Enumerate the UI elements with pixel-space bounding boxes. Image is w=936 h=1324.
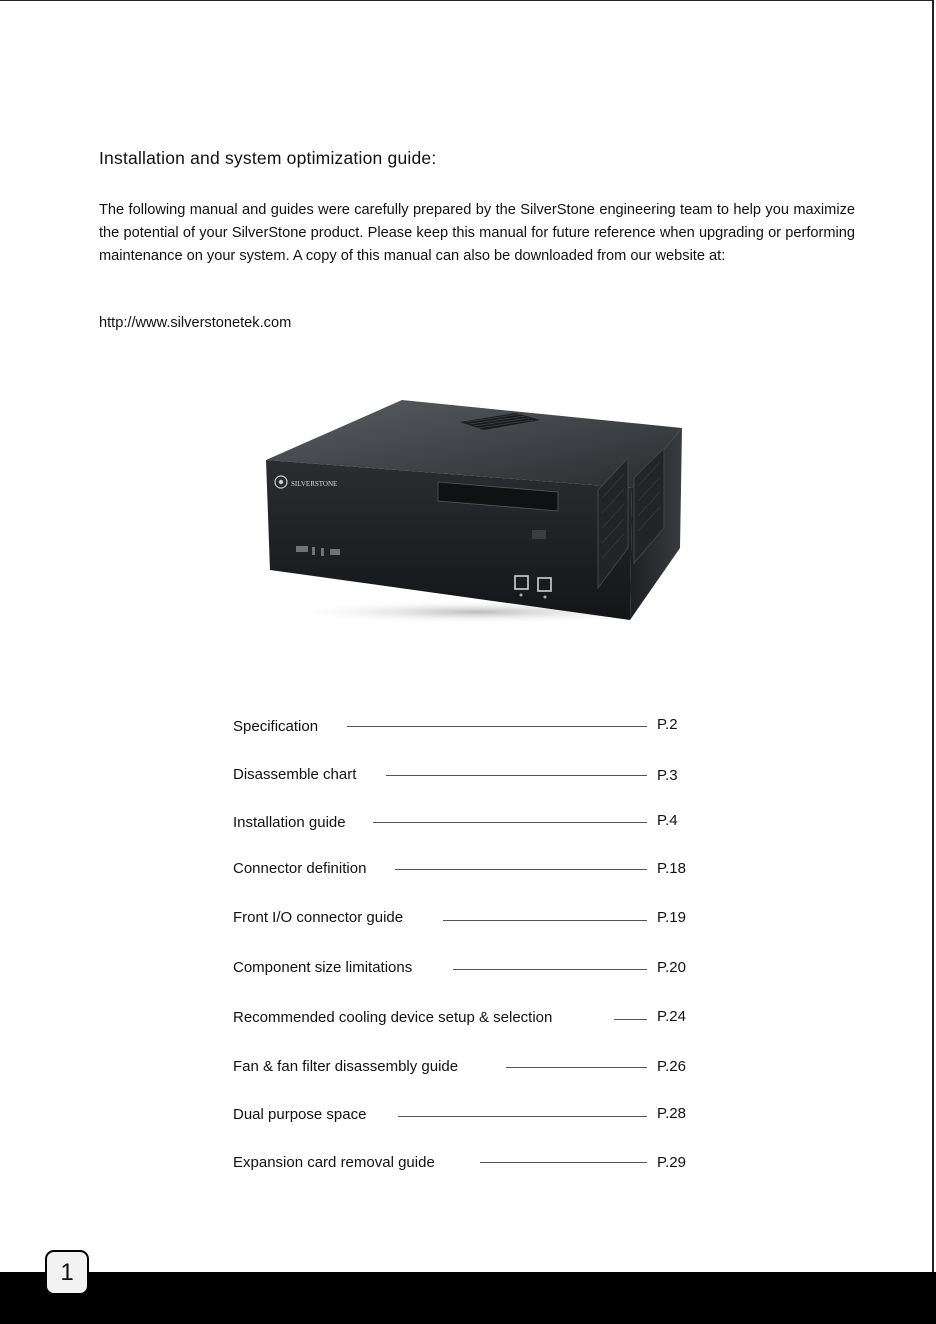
toc-row[interactable] [233, 908, 703, 930]
toc-leader-line [614, 1019, 647, 1020]
page-border-top [0, 0, 933, 1]
toc-label: Fan & fan filter disassembly guide [233, 1058, 459, 1075]
toc-row[interactable] [233, 1057, 703, 1079]
page-number-badge: 1 [45, 1250, 89, 1295]
intro-text: The following manual and guides were carefully prepared by the SilverStone engineering team to help you maximize the potential of your SilverStone product. Please keep this manual for future reference when upgrading or performing maintenance on your system. A copy of this manual can also be downloaded from our website at: [99, 202, 855, 264]
toc-leader-line [373, 822, 647, 823]
toc-row[interactable] [233, 716, 703, 738]
toc-leader-line [347, 726, 647, 727]
toc-leader-line [395, 869, 647, 870]
svg-text:SILVERSTONE: SILVERSTONE [291, 480, 338, 488]
toc-row[interactable] [233, 1007, 703, 1029]
toc-label: Dual purpose space [233, 1106, 367, 1123]
product-case-image [262, 398, 682, 628]
toc-label: Specification [233, 718, 319, 735]
toc-page: P.18 [657, 860, 686, 877]
toc-page: P.4 [657, 812, 678, 829]
toc-label: Disassemble chart [233, 766, 357, 783]
toc-label: Connector definition [233, 860, 367, 877]
intro-paragraph [99, 199, 855, 268]
eject-button [532, 530, 546, 539]
page-heading: Installation and system optimization guide: [99, 148, 437, 168]
toc-row[interactable] [233, 812, 703, 834]
toc-row[interactable] [233, 765, 703, 787]
toc-label: Installation guide [233, 814, 346, 831]
toc-leader-line [443, 920, 647, 921]
toc-page: P.3 [657, 767, 678, 784]
toc-leader-line [506, 1067, 647, 1068]
toc-page: P.2 [657, 716, 678, 733]
toc-leader-line [398, 1116, 647, 1117]
website-url[interactable]: http://www.silverstonetek.com [99, 315, 292, 331]
toc-page: P.24 [657, 1008, 686, 1025]
toc-page: P.29 [657, 1154, 686, 1171]
toc-label: Component size limitations [233, 959, 413, 976]
toc-leader-line [480, 1162, 647, 1163]
toc-leader-line [386, 775, 647, 776]
toc-page: P.26 [657, 1058, 686, 1075]
toc-row[interactable] [233, 958, 703, 980]
toc-label: Expansion card removal guide [233, 1154, 435, 1171]
footer-bar [0, 1272, 936, 1324]
toc-label: Front I/O connector guide [233, 909, 404, 926]
toc-leader-line [453, 969, 647, 970]
toc-row[interactable] [233, 1153, 703, 1175]
toc-label: Recommended cooling device setup & selection [233, 1009, 553, 1026]
toc-page: P.19 [657, 909, 686, 926]
page-border-right [932, 0, 934, 1272]
toc-row[interactable] [233, 859, 703, 881]
toc-page: P.28 [657, 1105, 686, 1122]
toc-row[interactable] [233, 1105, 703, 1127]
toc-page: P.20 [657, 959, 686, 976]
